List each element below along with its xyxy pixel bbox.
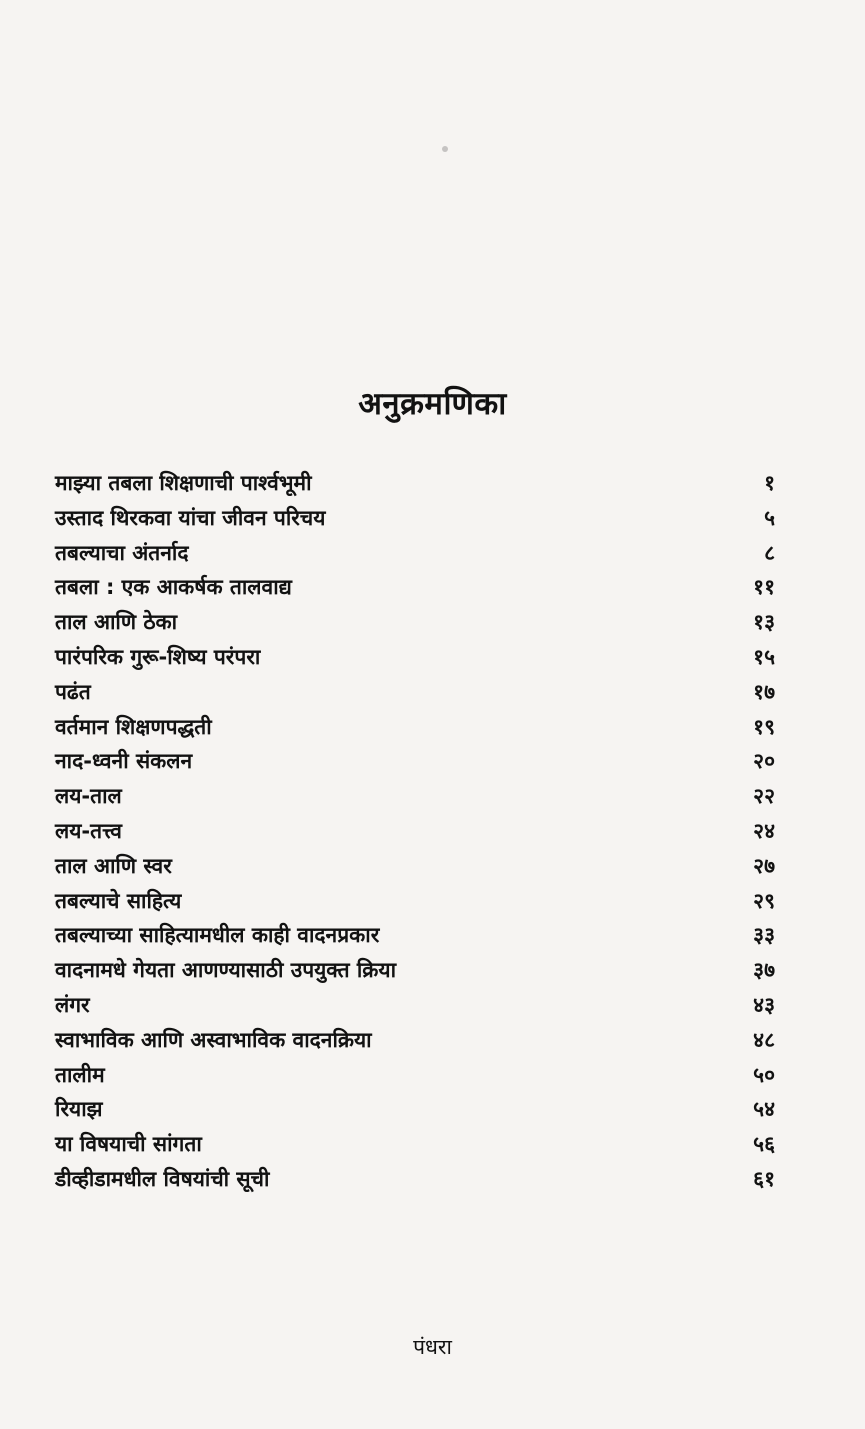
toc-entry	[55, 536, 775, 571]
toc-entry	[55, 744, 775, 779]
toc-entry-title: रियाझ	[55, 1097, 103, 1122]
toc-entry	[55, 1058, 775, 1093]
toc-entry-title: डीव्हीडामधील विषयांची सूची	[55, 1166, 270, 1191]
toc-entry-title: तबला : एक आकर्षक तालवाद्य	[55, 575, 292, 600]
toc-entry	[55, 849, 775, 884]
toc-entry-title: लय-ताल	[55, 784, 122, 809]
toc-entry	[55, 884, 775, 919]
toc-entry-page: १५	[753, 644, 775, 669]
toc-entry-page: २०	[753, 749, 775, 774]
toc-entry-page: १७	[753, 679, 775, 704]
toc-entry-title: ताल आणि स्वर	[55, 853, 172, 878]
toc-entry	[55, 953, 775, 988]
toc-entry-page: २९	[753, 888, 775, 913]
toc-entry	[55, 779, 775, 814]
toc-entry-title: वर्तमान शिक्षणपद्धती	[55, 714, 212, 739]
toc-entry-title: नाद-ध्वनी संकलन	[55, 749, 193, 774]
toc-entry-title: तबल्याचा अंतर्नाद	[55, 540, 189, 565]
toc-entry-title: माझ्या तबला शिक्षणाची पार्श्वभूमी	[55, 471, 312, 495]
toc-entry	[55, 640, 775, 675]
toc-entry-page: १९	[753, 714, 775, 739]
toc-entry-title: तबल्याचे साहित्य	[55, 888, 182, 913]
toc-entry-page: ६१	[753, 1166, 775, 1191]
toc-entry	[55, 675, 775, 710]
toc-entry	[55, 466, 775, 501]
paper-speck	[442, 146, 448, 152]
toc-entry	[55, 1092, 775, 1127]
toc-entry-title: पारंपरिक गुरू-शिष्य परंपरा	[55, 644, 261, 669]
toc-entry-page: ५६	[753, 1132, 775, 1157]
toc-entry-title: तबल्याच्या साहित्यामधील काही वादनप्रकार	[55, 923, 380, 948]
toc-entry	[55, 1162, 775, 1197]
toc-entry-page: ५	[764, 505, 775, 530]
page-number-footer: पंधरा	[413, 1335, 452, 1359]
toc-entry-title: उस्ताद थिरकवा यांचा जीवन परिचय	[55, 505, 326, 530]
toc-entry	[55, 605, 775, 640]
page-title: अनुक्रमणिका	[358, 386, 507, 422]
toc-entry-page: ८	[764, 540, 775, 565]
toc-entry-page: ५०	[753, 1062, 775, 1087]
toc-entry	[55, 814, 775, 849]
toc-entry-page: ४८	[753, 1027, 775, 1052]
toc-entry-page: ११	[753, 575, 775, 600]
toc-entry	[55, 710, 775, 745]
toc-entry	[55, 570, 775, 605]
toc-entry-page: ५४	[753, 1097, 775, 1122]
toc-entry-page: १३	[753, 610, 775, 635]
toc-entry	[55, 918, 775, 953]
toc-entry	[55, 1023, 775, 1058]
toc-entry	[55, 1127, 775, 1162]
toc-entry-title: पढंत	[55, 679, 91, 704]
toc-entry-title: या विषयाची सांगता	[55, 1132, 202, 1157]
toc-entry-page: २७	[753, 853, 775, 878]
toc-entry	[55, 501, 775, 536]
toc-entry-title: लंगर	[55, 992, 90, 1017]
toc-entry-title: वादनामधे गेयता आणण्यासाठी उपयुक्त क्रिया	[55, 958, 397, 983]
toc-entry-page: ३३	[753, 923, 775, 948]
toc-entry-page: १	[764, 471, 775, 495]
toc-entry-title: स्वाभाविक आणि अस्वाभाविक वादनक्रिया	[55, 1027, 372, 1052]
toc-entry-page: २४	[753, 818, 775, 843]
toc-entry-title: तालीम	[55, 1062, 105, 1087]
toc-entry-title: ताल आणि ठेका	[55, 610, 178, 635]
toc-entry-page: ३७	[753, 958, 775, 983]
table-of-contents	[55, 466, 775, 1197]
toc-entry-title: लय-तत्त्व	[55, 818, 122, 843]
toc-entry	[55, 988, 775, 1023]
toc-entry-page: ४३	[753, 992, 775, 1017]
toc-entry-page: २२	[753, 784, 775, 809]
